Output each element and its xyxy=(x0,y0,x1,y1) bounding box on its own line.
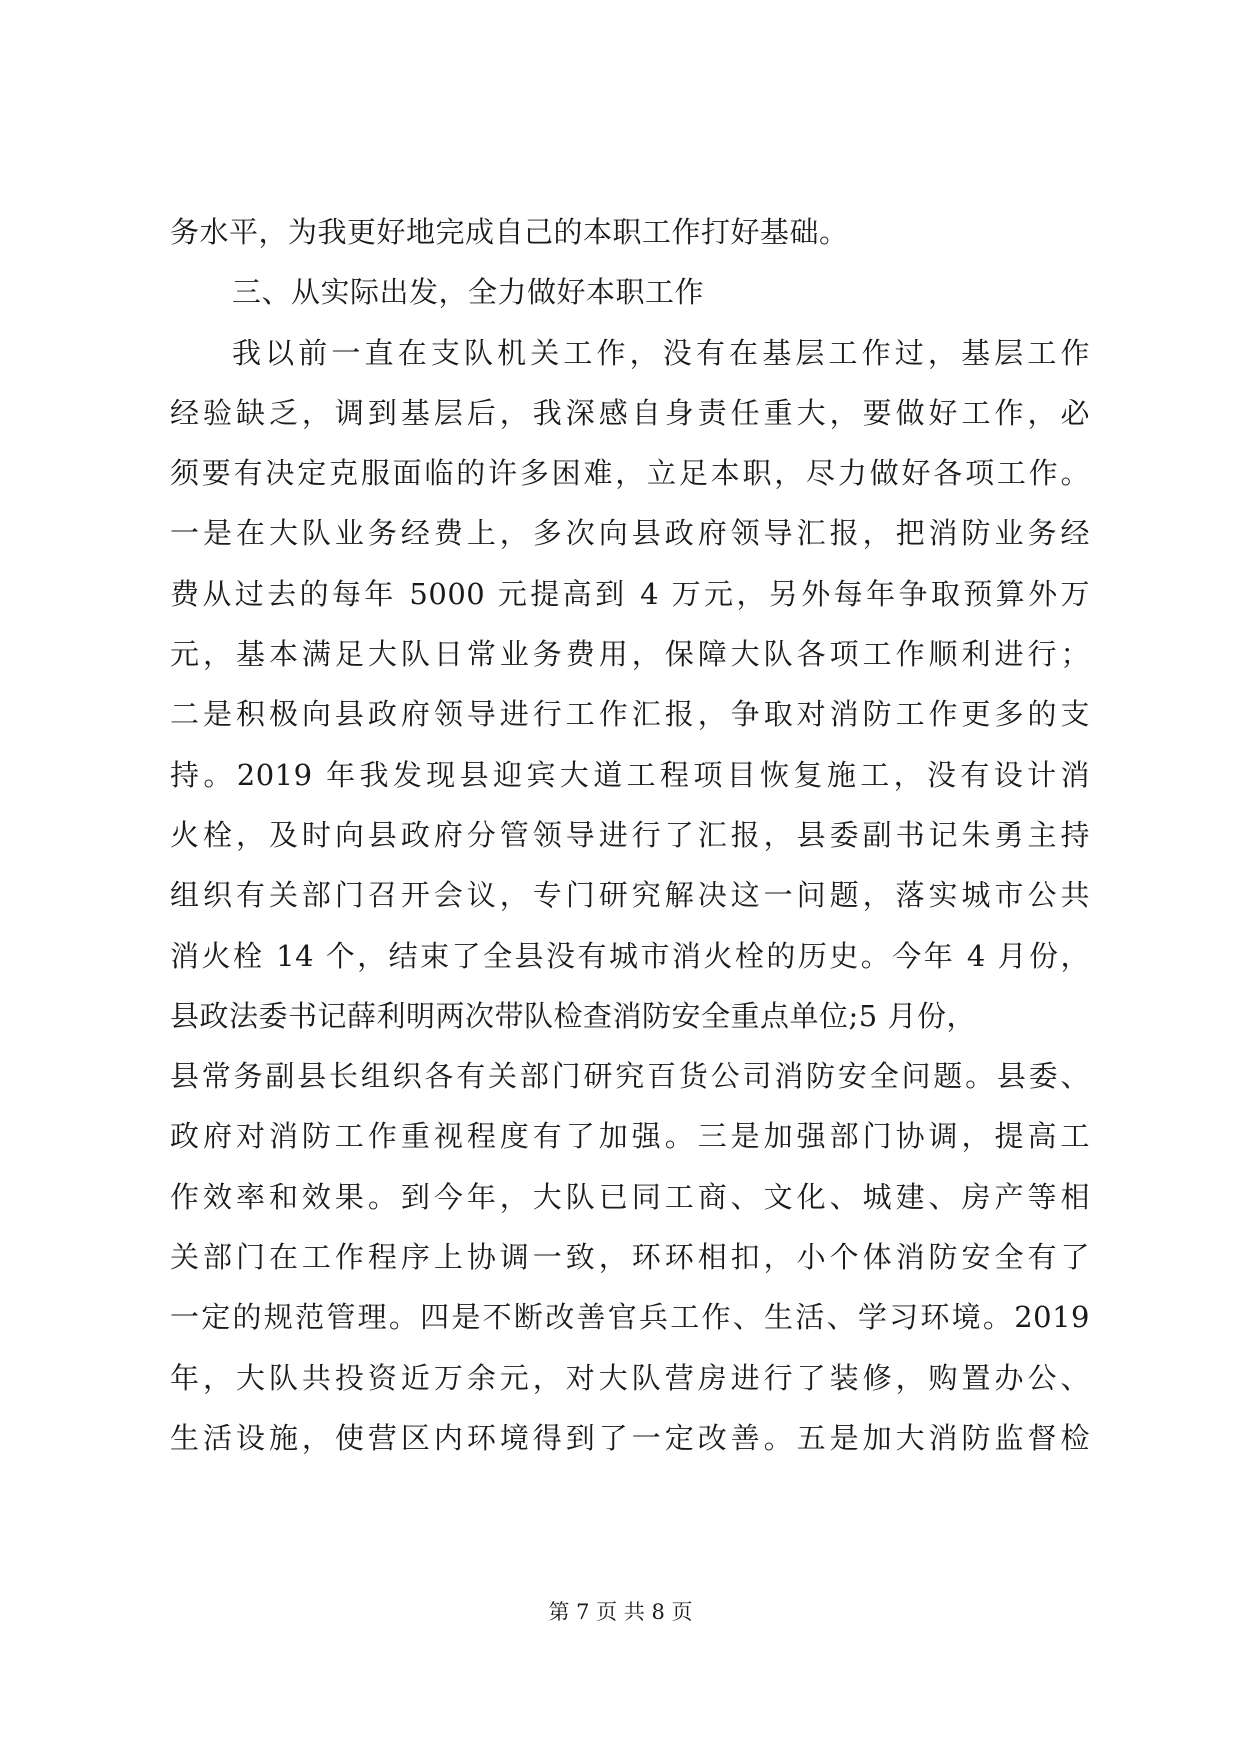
text-line: 务水平，为我更好地完成自己的本职工作打好基础。 xyxy=(170,215,849,249)
text-line: 经验缺乏，调到基层后，我深感自身责任重大，要做好工作，必 xyxy=(170,395,1090,430)
text-line: 作效率和效果。到今年，大队已同工商、文化、城建、房产等相 xyxy=(170,1179,1090,1214)
text-line: 县常务副县长组织各有关部门研究百货公司消防安全问题。县委、 xyxy=(170,1059,1090,1094)
page-footer xyxy=(0,1597,1241,1627)
text-line: 二是积极向县政府领导进行工作汇报，争取对消防工作更多的支 xyxy=(170,697,1090,732)
text-line: 关部门在工作程序上协调一致，环环相扣，小个体消防安全有了 xyxy=(170,1240,1090,1275)
text-line: 生活设施，使营区内环境得到了一定改善。五是加大消防监督检 xyxy=(170,1420,1090,1455)
text-line: 一是在大队业务经费上，多次向县政府领导汇报，把消防业务经 xyxy=(170,516,1090,551)
text-line: 元，基本满足大队日常业务费用，保障大队各项工作顺利进行； xyxy=(170,637,1090,672)
text-line: 火栓，及时向县政府分管领导进行了汇报，县委副书记朱勇主持 xyxy=(170,817,1090,852)
page-number-label: 第 7 页 共 8 页 xyxy=(548,1600,693,1624)
text-line: 持。2019 年我发现县迎宾大道工程项目恢复施工，没有设计消 xyxy=(170,757,1090,792)
text-line: 我以前一直在支队机关工作，没有在基层工作过，基层工作 xyxy=(232,335,1090,370)
text-line: 县政法委书记薛利明两次带队检查消防安全重点单位;5 月份， xyxy=(170,998,976,1033)
text-line: 须要有决定克服面临的许多困难，立足本职，尽力做好各项工作。 xyxy=(170,456,1090,491)
text-line: 一定的规范管理。四是不断改善官兵工作、生活、学习环境。2019 xyxy=(170,1300,1090,1335)
text-line: 年，大队共投资近万余元，对大队营房进行了装修，购置办公、 xyxy=(170,1360,1090,1395)
text-line: 消火栓 14 个，结束了全县没有城市消火栓的历史。今年 4 月份， xyxy=(170,938,1090,973)
text-line: 费从过去的每年 5000 元提高到 4 万元，另外每年争取预算外万 xyxy=(170,576,1090,611)
text-line: 组织有关部门召开会议，专门研究解决这一问题，落实城市公共 xyxy=(170,878,1090,913)
section-heading: 三、从实际出发，全力做好本职工作 xyxy=(232,275,705,310)
body-text xyxy=(170,202,1090,1468)
text-line: 政府对消防工作重视程度有了加强。三是加强部门协调，提高工 xyxy=(170,1119,1090,1154)
